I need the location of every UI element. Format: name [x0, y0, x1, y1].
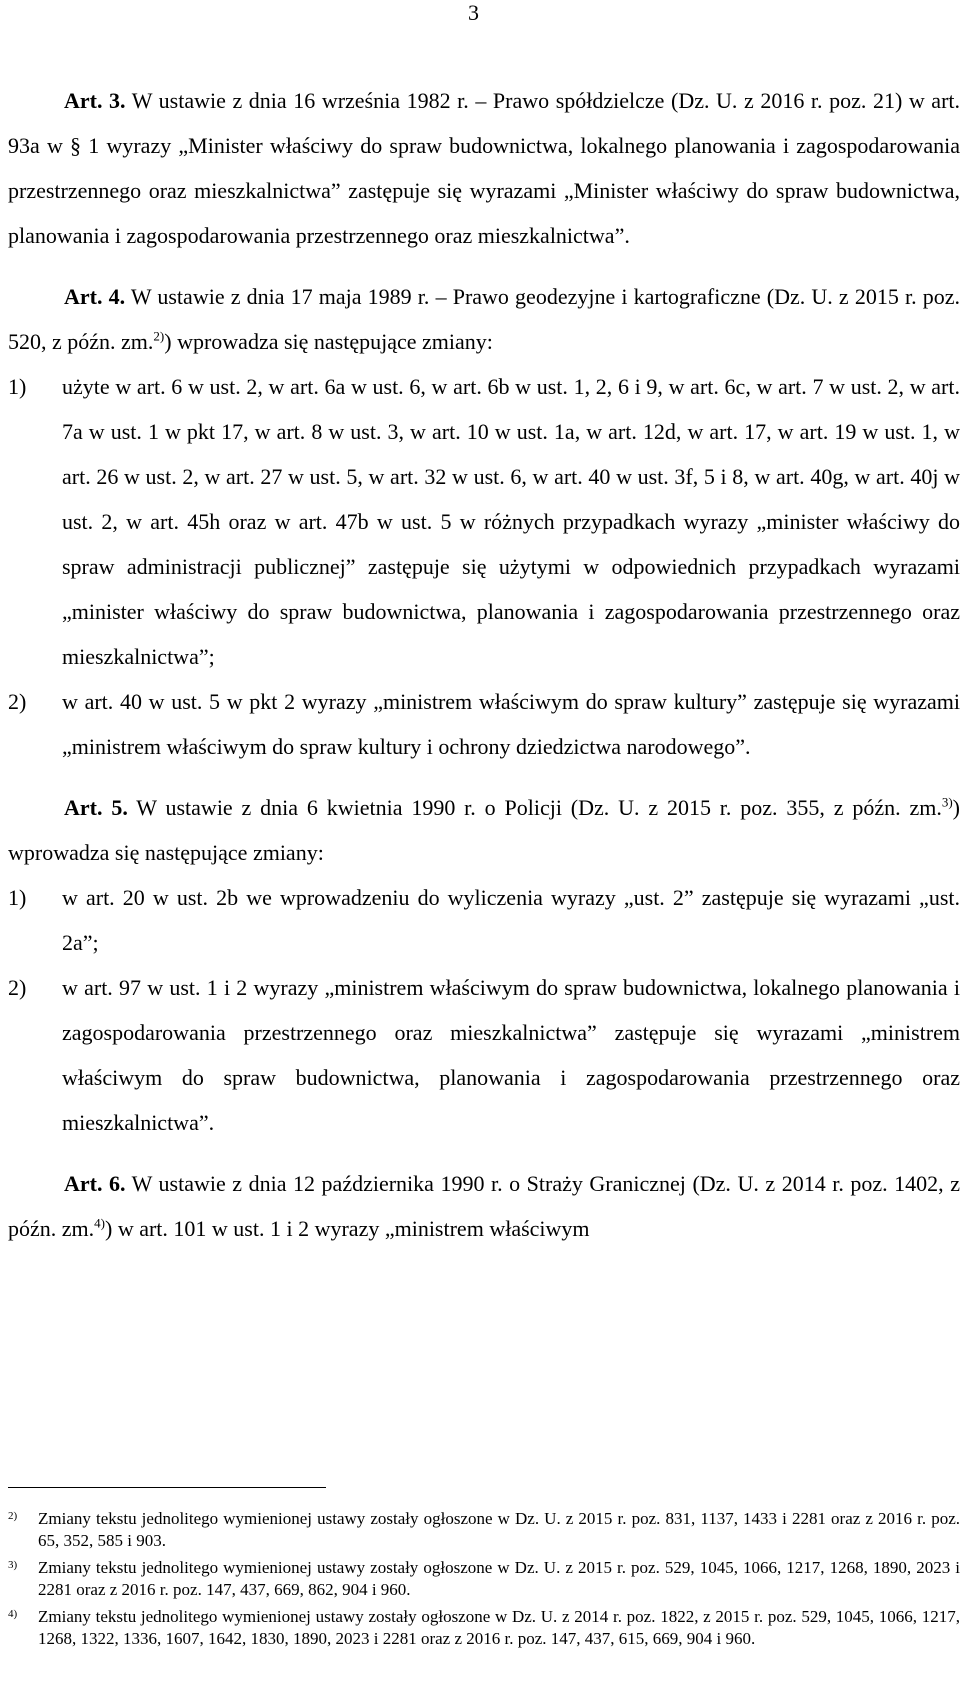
- article-text: W ustawie z dnia 16 września 1982 r. – Prawo spółdzielcze (Dz. U. z 2016 r. poz. 21) w art. 93a w § 1 wyrazy „Minister właściwy do spraw budownictwa, lokalnego planowania i zagospodarowania przestrzennego oraz mieszkalnictwa” zastępuje się wyrazami „Minister właściwy do spraw budownictwa, planowania i zagospodarowania przestrzennego oraz mieszkalnictwa”.: [8, 88, 960, 248]
- footnotes: [8, 1508, 960, 1655]
- footnote-text: Zmiany tekstu jednolitego wymienionej ustawy zostały ogłoszone w Dz. U. z 2014 r. poz. 1822, z 2015 r. poz. 529, 1045, 1066, 1217, 1268, 1322, 1336, 1607, 1642, 1830, 1890, 2023 i 2281 oraz z 2016 r. poz. 147, 437, 615, 669, 904 i 960.: [38, 1607, 960, 1648]
- article-label: Art. 6.: [64, 1171, 126, 1196]
- footnote: 2) Zmiany tekstu jednolitego wymienionej ustawy zostały ogłoszone w Dz. U. z 2015 r. poz. 831, 1137, 1433 i 2281 oraz z 2016 r. poz. 65, 352, 585 i 903.: [8, 1509, 960, 1550]
- document-body: [8, 78, 960, 1251]
- footnote: 3) Zmiany tekstu jednolitego wymienionej ustawy zostały ogłoszone w Dz. U. z 2015 r. poz. 529, 1045, 1066, 1217, 1268, 1890, 2023 i 2281 oraz z 2016 r. poz. 147, 437, 669, 862, 904 i 960.: [8, 1558, 960, 1599]
- amendment-list: [8, 875, 960, 1145]
- footnote-reference[interactable]: 2): [153, 328, 165, 344]
- footnote-reference[interactable]: 4): [94, 1215, 105, 1231]
- list-item: [8, 679, 960, 769]
- footnote-text: Zmiany tekstu jednolitego wymienionej ustawy zostały ogłoszone w Dz. U. z 2015 r. poz. 529, 1045, 1066, 1217, 1268, 1890, 2023 i 2281 oraz z 2016 r. poz. 147, 437, 669, 862, 904 i 960.: [38, 1558, 960, 1599]
- article-6: [8, 1161, 960, 1251]
- item-number: 2): [8, 689, 27, 714]
- footnote: 4) Zmiany tekstu jednolitego wymienionej ustawy zostały ogłoszone w Dz. U. z 2014 r. poz. 1822, z 2015 r. poz. 529, 1045, 1066, 1217, 1268, 1322, 1336, 1607, 1642, 1830, 1890, 2023 i 2281 oraz z 2016 r. poz. 147, 437, 615, 669, 904 i 960.: [8, 1607, 960, 1648]
- item-text: w art. 97 w ust. 1 i 2 wyrazy „ministrem właściwym do spraw budownictwa, lokalnego planowania i zagospodarowania przestrzennego oraz mieszkalnictwa” zastępuje się wyrazami „ministrem właściwym do spraw budownictwa, planowania i zagospodarowania przestrzennego oraz mieszkalnictwa”.: [62, 975, 960, 1135]
- amendment-list: [8, 364, 960, 769]
- article-label: Art. 5.: [64, 795, 128, 820]
- article-label: Art. 3.: [64, 88, 126, 113]
- article-text: W ustawie z dnia 17 maja 1989 r. – Prawo geodezyjne i kartograficzne (Dz. U. z 2015 r. poz. 520, z późn. zm.: [8, 284, 960, 354]
- list-item: [8, 875, 960, 965]
- footnote-separator: [8, 1487, 326, 1488]
- article-5: [8, 785, 960, 875]
- article-4: [8, 274, 960, 364]
- item-text: w art. 40 w ust. 5 w pkt 2 wyrazy „ministrem właściwym do spraw kultury” zastępuje się wyrazami „ministrem właściwym do spraw kultury i ochrony dziedzictwa narodowego”.: [62, 689, 960, 759]
- article-label: Art. 4.: [64, 284, 126, 309]
- page-number: 3: [468, 0, 479, 25]
- footnote-text: Zmiany tekstu jednolitego wymienionej ustawy zostały ogłoszone w Dz. U. z 2015 r. poz. 831, 1137, 1433 i 2281 oraz z 2016 r. poz. 65, 352, 585 i 903.: [38, 1509, 960, 1550]
- item-number: 1): [8, 885, 27, 910]
- list-item: [8, 364, 960, 679]
- item-number: 2): [8, 975, 27, 1000]
- article-text: W ustawie z dnia 12 października 1990 r. o Straży Granicznej (Dz. U. z 2014 r. poz. 1402, z późn. zm.: [8, 1171, 960, 1241]
- item-text: użyte w art. 6 w ust. 2, w art. 6a w ust. 6, w art. 6b w ust. 1, 2, 6 i 9, w art. 6c, w art. 7 w ust. 2, w art. 7a w ust. 1 w pkt 17, w art. 8 w ust. 3, w art. 10 w ust. 1a, w art. 12d, w art. 17, w art. 19 w ust. 1, w art. 26 w ust. 2, w art. 27 w ust. 5, w art. 32 w ust. 6, w art. 40 w ust. 3f, 5 i 8, w art. 40g, w art. 40j w ust. 2, w art. 45h oraz w art. 47b w ust. 5 w różnych przypadkach wyrazy „minister właściwy do spraw administracji publicznej” zastępuje się użytymi w odpowiednich przypadkach wyrazami „minister właściwy do spraw budownictwa, planowania i zagospodarowania przestrzennego oraz mieszkalnictwa”;: [62, 374, 960, 669]
- item-text: w art. 20 w ust. 2b we wprowadzeniu do wyliczenia wyrazy „ust. 2” zastępuje się wyrazami „ust. 2a”;: [62, 885, 960, 955]
- article-text-continued: ) w art. 101 w ust. 1 i 2 wyrazy „ministrem właściwym: [105, 1216, 590, 1241]
- article-text: W ustawie z dnia 6 kwietnia 1990 r. o Policji (Dz. U. z 2015 r. poz. 355, z późn. zm.: [127, 795, 942, 820]
- item-number: 1): [8, 374, 27, 399]
- footnote-reference[interactable]: 3): [941, 794, 953, 810]
- list-item: [8, 965, 960, 1145]
- article-text-continued: ) wprowadza się następujące zmiany:: [8, 795, 960, 865]
- article-3: [8, 78, 960, 258]
- article-text-continued: ) wprowadza się następujące zmiany:: [164, 329, 493, 354]
